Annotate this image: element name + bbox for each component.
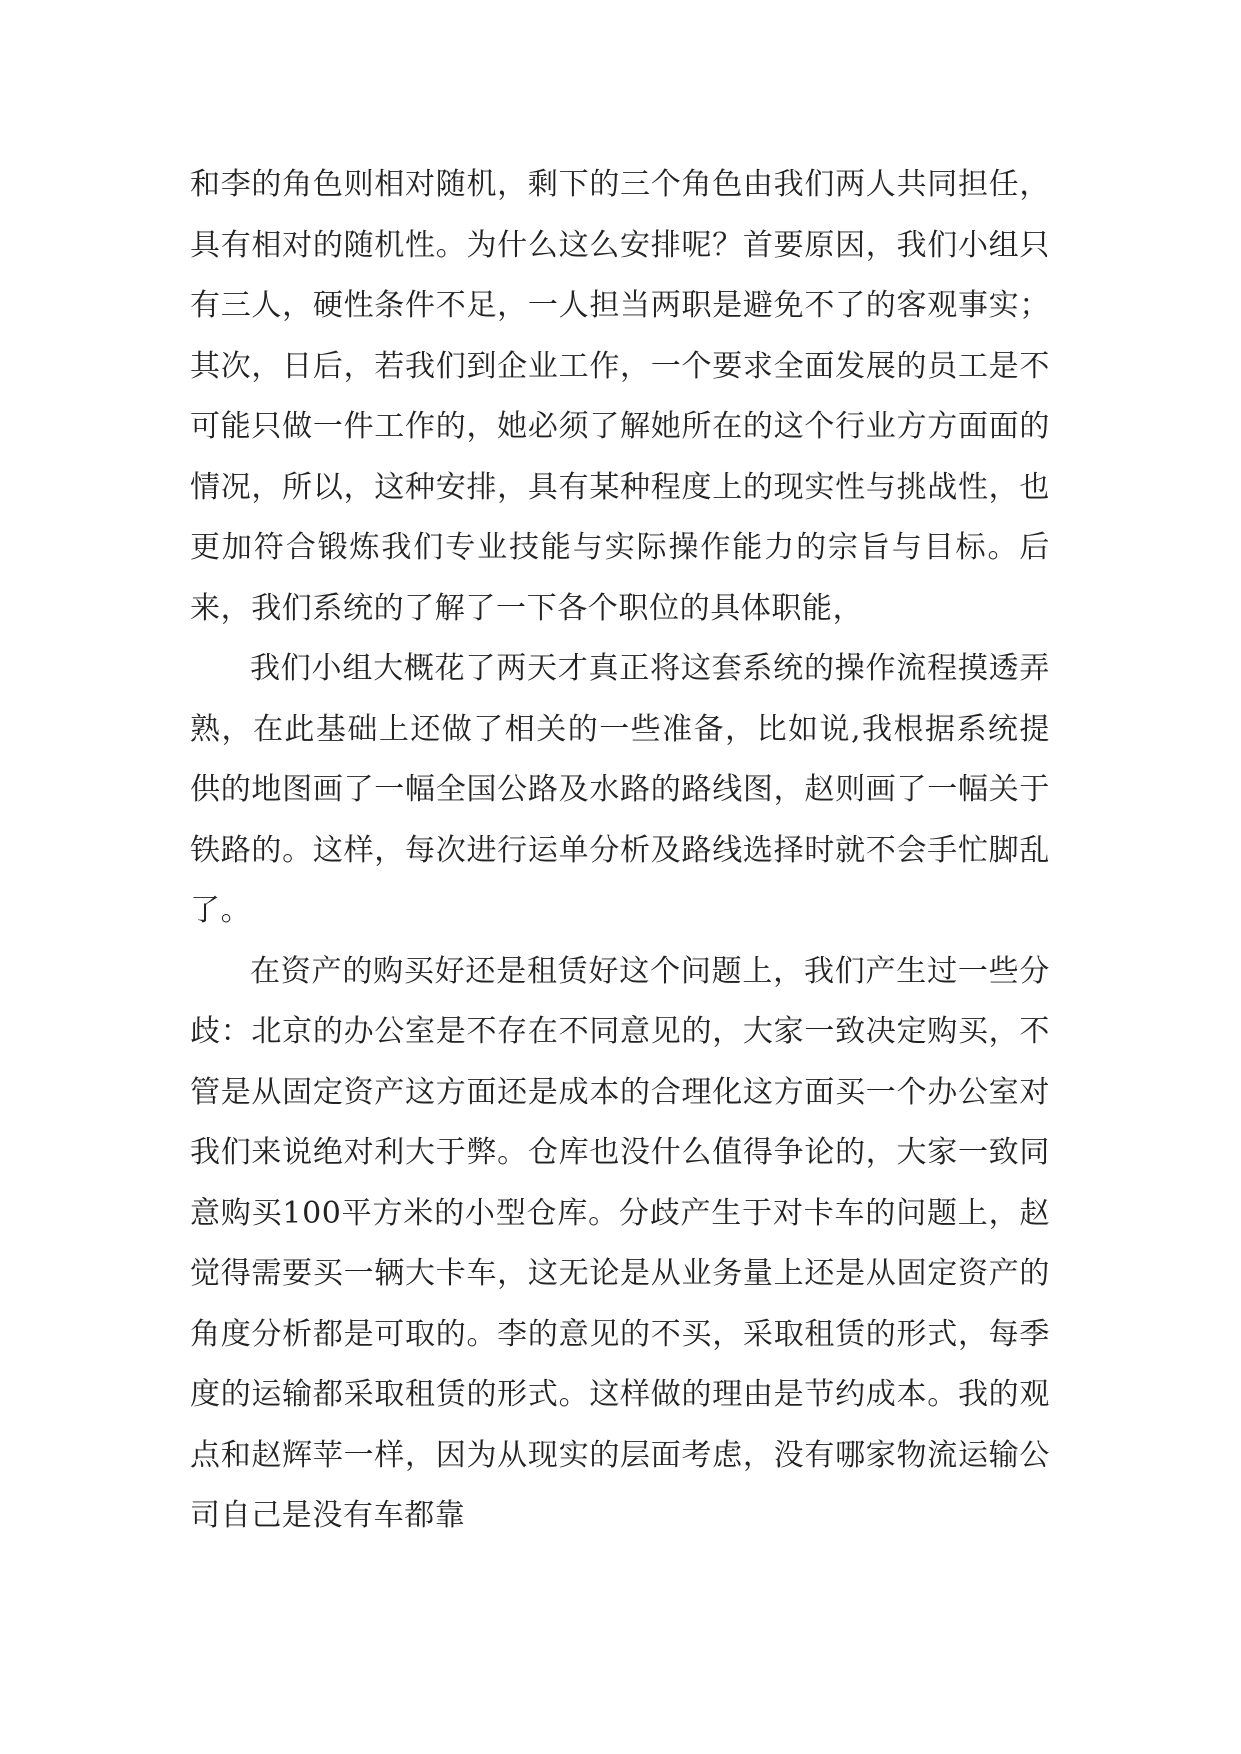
paragraph-2: 我们小组大概花了两天才真正将这套系统的操作流程摸透弄熟，在此基础上还做了相关的一些准备，比如说,我根据系统提供的地图画了一幅全国公路及水路的路线图，赵则画了一幅关于铁路的。这样，每次进行运单分析及路线选择时就不会手忙脚乱了。 [190, 651, 1050, 928]
paragraph-1: 和李的角色则相对随机，剩下的三个角色由我们两人共同担任，具有相对的随机性。为什么这么安排呢？首要原因，我们小组只有三人，硬性条件不足，一人担当两职是避免不了的客观事实；其次，日后，若我们到企业工作，一个要求全面发展的员工是不可能只做一件工作的，她必须了解她所在的这个行业方方面面的情况，所以，这种安排，具有某种程度上的现实性与挑战性，也更加符合锻炼我们专业技能与实际操作能力的宗旨与目标。后来，我们系统的了解了一下各个职位的具体职能， [190, 167, 1050, 626]
paragraph-3: 在资产的购买好还是租赁好这个问题上，我们产生过一些分歧：北京的办公室是不存在不同意见的，大家一致决定购买，不管是从固定资产这方面还是成本的合理化这方面买一个办公室对我们来说绝对利大于弊。仓库也没什么值得争论的，大家一致同意购买100平方米的小型仓库。分歧产生于对卡车的问题上，赵觉得需要买一辆大卡车，这无论是从业务量上还是从固定资产的角度分析都是可取的。李的意见的不买，采取租赁的形式，每季度的运输都采取租赁的形式。这样做的理由是节约成本。我的观点和赵辉苹一样，因为从现实的层面考虑，没有哪家物流运输公司自己是没有车都靠 [190, 953, 1050, 1533]
body-text [190, 155, 1050, 1547]
